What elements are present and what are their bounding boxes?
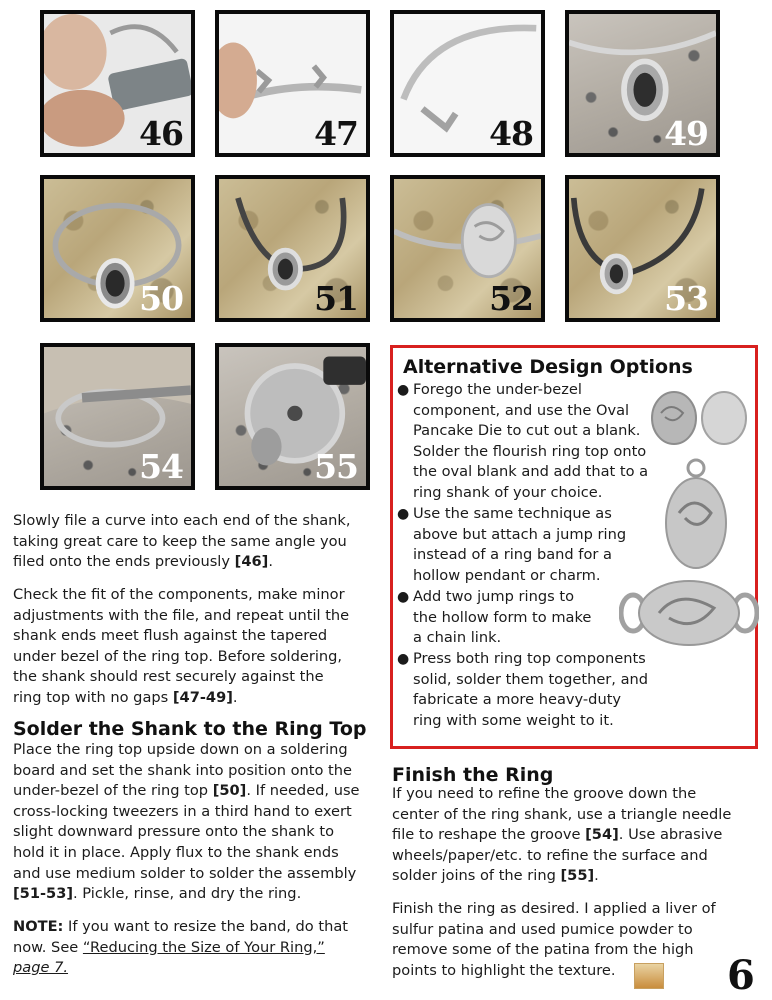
photo-step-48 <box>390 10 545 157</box>
photo-step-47 <box>215 10 370 157</box>
step-number: 54 <box>139 447 183 486</box>
step-number: 51 <box>314 279 358 318</box>
step-number: 53 <box>664 279 708 318</box>
intro-paragraph-1: Slowly file a curve into each end of the shank, taking great care to keep the same angle you filed onto the ends previously [46]. <box>13 512 351 571</box>
photo-step-54 <box>40 343 195 490</box>
alternative-design-box: Alternative Design Options ● Forego the under-bezel component, and use the Oval Pancake Die to cut out a blank. Solder the flourish ring top onto the oval blank and add that to a ring shank of your choice. ● Use the same technique as above but attach a jump ring instead of a ring band for a hollow pendant or charm. ● Add two jump rings to the hollow form to make a chain link. ● Press both ring top components solid, solder them together, and fabricate a more heavy-duty ring with some weight to it. <box>390 345 758 749</box>
photo-step-51 <box>215 175 370 322</box>
bullet-icon: ● <box>397 589 410 605</box>
bullet-icon: ● <box>397 506 410 522</box>
step-number: 50 <box>139 279 183 318</box>
finish-paragraph-2: Finish the ring as desired. I applied a liver of sulfur patina and used pumice powder to remove some of the patina from the high points to highlight the texture. <box>392 900 716 979</box>
photo-step-52 <box>390 175 545 322</box>
step-number: 46 <box>139 114 183 153</box>
brand-logo <box>634 963 664 989</box>
step-number: 48 <box>489 114 533 153</box>
page-7-link[interactable]: page 7. <box>13 959 69 977</box>
finish-heading: Finish the Ring <box>392 764 554 786</box>
photo-step-46 <box>40 10 195 157</box>
reducing-size-link[interactable]: “Reducing the Size of Your Ring,” <box>82 938 325 956</box>
solder-heading: Solder the Shank to the Ring Top <box>13 718 367 740</box>
photo-step-49 <box>565 10 720 157</box>
solder-paragraph: Place the ring top upside down on a soldering board and set the shank into position onto the under-bezel of the ring top [50]. If needed, use cross-locking tweezers in a third hand to exert slight downward pressure onto the shank to hold it in place. Apply flux to the shank ends and use medium solder to solder the assembly [51-53]. Pickle, rinse, and dry the ring. <box>13 741 360 903</box>
page-number: 6 <box>727 952 755 999</box>
intro-paragraph-2: Check the fit of the components, make minor adjustments with the file, and repeat until the shank ends meet flush against the tapered under bezel of the ring top. Before soldering, the shank should rest securely against the ring top with no gaps [47-49]. <box>13 586 350 706</box>
bullet-icon: ● <box>397 382 410 398</box>
step-number: 52 <box>489 279 533 318</box>
photo-step-53 <box>565 175 720 322</box>
step-number: 55 <box>314 447 358 486</box>
oval-blanks-image <box>649 388 749 448</box>
alternative-title: Alternative Design Options <box>403 356 693 378</box>
photo-step-50 <box>40 175 195 322</box>
step-number: 47 <box>314 114 358 153</box>
bullet-icon: ● <box>397 651 410 667</box>
photo-step-55 <box>215 343 370 490</box>
step-number: 49 <box>664 114 708 153</box>
chain-link-image <box>619 578 759 648</box>
pendant-image <box>661 458 731 578</box>
finish-paragraph-1: If you need to refine the groove down the center of the ring shank, use a triangle needle file to reshape the groove [54]. Use abrasive wheels/paper/etc. to refine the surface and solder joins of the ring [55]. <box>392 785 732 885</box>
note-paragraph: NOTE: If you want to resize the band, do that now. See “Reducing the Size of Your Ring,” page 7. <box>13 918 348 977</box>
